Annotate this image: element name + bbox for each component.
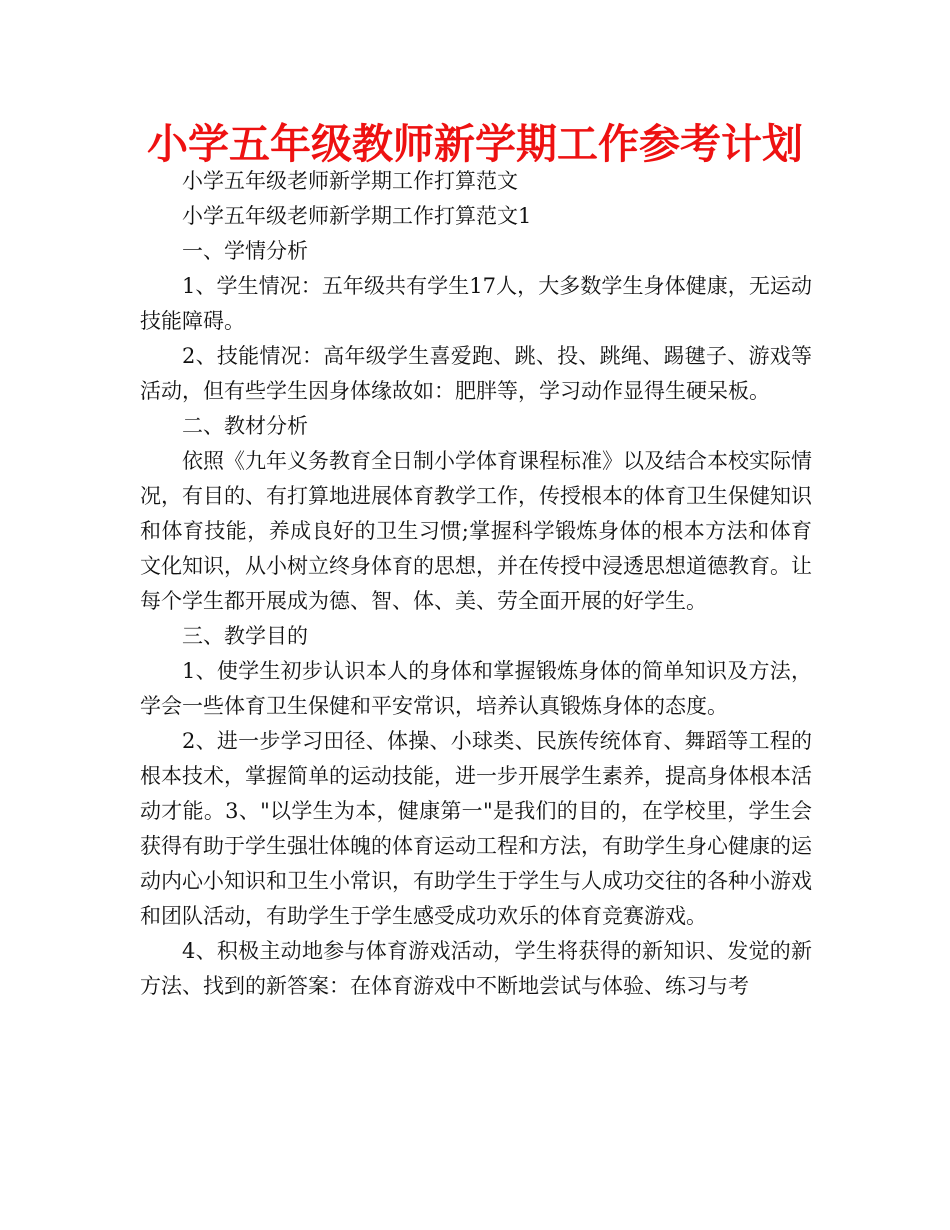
section-heading: 二、教材分析 — [182, 414, 308, 438]
section-heading: 一、学情分析 — [182, 239, 308, 263]
document-title: 小学五年级教师新学期工作参考计划 — [147, 120, 803, 168]
paragraph: 2、进一步学习田径、体操、小球类、民族传统体育、舞蹈等工程的根本技术，掌握简单的运动技能，进一步开展学生素养，提高身体根本活动才能。3、"以学生为本，健康第一"是我们的目的，在学校里，学生会获得有助于学生强壮体魄的体育运动工程和方法，有助学生身心健康的运动内心小知识和卫生小常识，有助学生于学生与人成功交往的各种小游戏和团队活动，有助学生于学生感受成功欢乐的体育竞赛游戏。 — [140, 729, 812, 928]
section-heading: 三、教学目的 — [182, 624, 308, 648]
paragraph: 4、积极主动地参与体育游戏活动，学生将获得的新知识、发觉的新方法、找到的新答案：在体育游戏中不断地尝试与体验、练习与考 — [140, 939, 812, 998]
paragraph: 1、使学生初步认识本人的身体和掌握锻炼身体的简单知识及方法，学会一些体育卫生保健和平安常识，培养认真锻炼身体的态度。 — [140, 659, 812, 718]
paragraph: 1、学生情况：五年级共有学生17人，大多数学生身体健康，无运动技能障碍。 — [140, 274, 812, 333]
paragraph: 2、技能情况：高年级学生喜爱跑、跳、投、跳绳、踢毽子、游戏等活动，但有些学生因身体缘故如：肥胖等，学习动作显得生硬呆板。 — [140, 344, 812, 403]
paragraph: 小学五年级老师新学期工作打算范文1 — [182, 204, 532, 228]
paragraph: 依照《九年义务教育全日制小学体育课程标准》以及结合本校实际情况，有目的、有打算地进展体育教学工作，传授根本的体育卫生保健知识和体育技能，养成良好的卫生习惯;掌握科学锻炼身体的根本方法和体育文化知识，从小树立终身体育的思想，并在传授中浸透思想道德教育。让每个学生都开展成为德、智、体、美、劳全面开展的好学生。 — [140, 449, 812, 613]
document-body — [140, 164, 812, 1004]
paragraph: 小学五年级老师新学期工作打算范文 — [182, 169, 518, 193]
